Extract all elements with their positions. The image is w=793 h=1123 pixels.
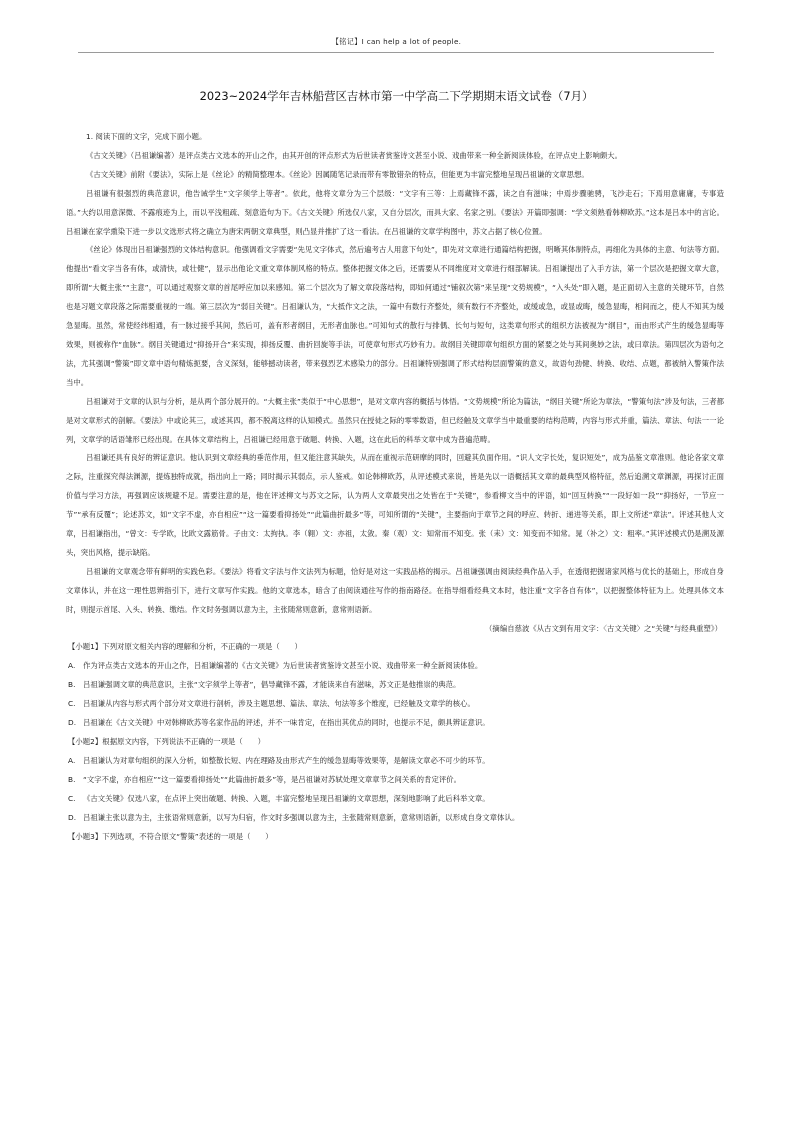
option-text: 作为评点类古文选本的开山之作，吕祖谦编著的《古文关键》为后世读者赏鉴诗文甚至小说、戏曲带来一种全新阅读体验。 — [83, 661, 483, 671]
option-text: 吕祖谦在《古文关键》中对韩柳欧苏等名家作品的评述，并不一味肯定，在指出其优点的同时，也提示不足，颇具辨证意识。 — [83, 718, 490, 728]
sub-question-1 — [66, 638, 724, 733]
answer-option-a[interactable] — [66, 657, 724, 676]
option-text: 吕祖谦认为对章句组织的深入分析，如整散长短、内在理路及由形式产生的缓急显晦等效果等，是解读文章必不可少的环节。 — [83, 755, 490, 765]
header-divider — [78, 52, 714, 53]
answer-option-b[interactable] — [66, 771, 724, 790]
answer-option-c[interactable] — [66, 695, 724, 714]
passage-paragraph: 吕祖谦的文章观念带有鲜明的实践色彩。《要法》将看文字法与作文法列为标题，恰好是对这一实践品格的揭示。吕祖谦强调由阅读经典作品入手，在透彻把握诸家风格与优长的基础上，形成自身文章体认，并在这一理性思辨指引下，进行文章写作实践。他的文章选本，暗含了由阅读通往写作的指南路径。在指导细看经典文本时，他注重“文字各自有体”，以把握整体特征为上。处理具体文本时，则提示首尾、入头、转换、缴结。作文时务强调以意为主，主张随常则意新，意常则语新。 — [66, 566, 724, 614]
sub-question-prompt: 【小题1】下列对原文相关内容的理解和分析，不正确的一项是（ ） — [68, 642, 302, 652]
question-content — [66, 128, 724, 846]
option-text: “文字不虚，亦自相应”“这一篇要看抑扬处”“此篇曲折最多”等，是吕祖谦对苏轼处理文章章节之间关系的肯定评价。 — [83, 774, 462, 784]
option-text: 吕祖谦从内容与形式两个部分对文章进行剖析，涉及主题思想、篇法、章法、句法等多个维度，已经触及文章学的核心。 — [83, 699, 475, 709]
option-letter: A. — [68, 661, 76, 671]
option-letter: C. — [68, 793, 76, 803]
passage-paragraph: 吕祖谦还具有良好的辨证意识。他认识到文章经典的垂范作用，但又能注意其缺失，从而在重视示范研摩的同时，回避其负面作用。“识人文字长处，复识短处”，成为品鉴文章准则。他论各家文章之际，注重探究得法渊源，提炼独特成就，指出向上一路；同时揭示其弱点，示人鉴戒。如论韩柳欧苏，从评述模式来说，皆是先以一语概括其文章的最典型风格特征，然后追溯文章渊源，再探讨正面价值与学习方法，再强调应该规避不足。需要注意的是，他在评述柳文与苏文之际，认为两人文章最突出之处皆在于“关键”，参看柳文当中的评语，如“回互转换”“一段好如一段”“抑扬好，一节应一节”“承有反覆”；论述苏文，如“文字不虚，亦自相应”“这一篇要看抑扬处”“此篇曲折最多”等，可知所谓的“关键”，主要指向于章节之间的呼应、转折、递进等关系，即上文所述“章法”。评述其他人文章，吕祖谦指出，“曾文：专学欧，比欧文露筋骨。子由文：太拘执。李（翱）文：亦祖，太敛。秦（观）文：知常而不知变。张（耒）文：知变而不知常。晁（补之）文：粗率。”其评述模式仍是溯及源头，突出风格，提示缺陷。 — [66, 453, 724, 557]
answer-option-d[interactable] — [66, 809, 724, 828]
page-title: 2023~2024学年吉林船营区吉林市第一中学高二下学期期末语文试卷（7月） — [199, 89, 594, 103]
answer-option-b[interactable] — [66, 676, 724, 695]
option-letter: A. — [68, 755, 76, 765]
passage-source: （摘编自慈波《从古文到有用文字：〈古文关键〉之“关键”与经典重塑》） — [485, 623, 722, 633]
question-lead: 1. 阅读下面的文字，完成下面小题。 — [86, 132, 207, 141]
option-letter: D. — [68, 812, 77, 822]
option-letter: C. — [68, 699, 76, 709]
answer-option-c[interactable] — [66, 790, 724, 809]
answer-option-a[interactable] — [66, 752, 724, 771]
sub-question-prompt: 【小题3】下列选项，不符合原文“警策”表述的一项是（ ） — [68, 831, 273, 841]
option-text: 吕祖谦强调文章的典范意识，主张“文字须学上等者”，倡导藏锋不露，才能读来自有滋味，苏文正是他推崇的典范。 — [83, 680, 461, 690]
option-letter: D. — [68, 718, 77, 728]
passage-paragraph: 吕祖谦有很强烈的典范意识，他告诫学生“文字须学上等者”。依此，他将文章分为三个层级：“文字有三等：上焉藏锋不露，读之自有滋味；中焉步骤驰骋，飞沙走石；下焉用意庸庸，专事造语。”大约以用意深微、不露痕迹为上，而以平浅粗疏、刻意造句为下。《古文关键》所选仅八家，又自分层次，而具大家、名家之别。《要法》开篇即强调：“学文须熟看韩柳欧苏。”这本是吕本中的言论。吕祖谦在家学熏染下进一步以文选形式将之确立为唐宋两朝文章典型，则凸显并推扩了这一看法。在吕祖谦的文章学构图中，苏文占据了核心位置。 — [66, 188, 724, 236]
passage-paragraph: 《丝论》体现出吕祖谦强烈的文体结构意识。他强调看文字需要“先见文字体式，然后遍考古人用意下句处”，即先对文章进行通篇结构把握，明晰其体制特点，再细化为具体的主意、句法等方面。他提出“看文字当各有体，或清快，或壮健”，显示出他论文重文章体制风格的特点。整体把握文体之后，还需要从不同维度对文章进行细部解读。吕祖谦提出了入手方法，第一个层次是把握文章大意，即所谓“大概主张”“主意”，可以通过观察文章的首尾呼应加以来感知。第二个层次为了解文章段落结构，即如何通过“铺叙次第”来呈现“文势规模”，“入头处”即入题，是正面切入主意的关键环节，自然也是习题文章段落之际需要重视的一端。第三层次为“弱目关键”。吕祖谦认为，“大抵作文之法，一篇中有数行齐整处，须有数行不齐整处，或缓或急，或显或晦，缓急显晦，相间而之，使人不知其为缓急显晦。虽然，常使经纬相通，有一脉过接乎其间，然后可，盖有形者纲目，无形者血脉也。”可知句式的散行与排偶、长句与短句，这类章句形式的组织方法被视为“纲目”，而由形式产生的缓急显晦等效果，则被称作“血脉”。纲目关键通过“抑扬开合”来实现，抑扬反覆、曲折回旋等手法，可使章句形式巧妙有力。故纲目关键即章句组织方面的紧要之处与其间奥妙之法，或曰章法。第四层次为语句之法，尤其强调“警策”即文章中语句精炼扼要，含义深刻，能够撼动读者，带来强烈艺术感染力的部分。吕祖谦特别强调了形式结构层面警策的意义，故语句劲健、转换、收结、点题，都被纳入警策作法当中。 — [66, 245, 724, 387]
option-text: 《古文关键》仅选八家，在点评上突出破题、转换、入题，丰富完整地呈现吕祖谦的文章思想，深刻地影响了此后科举文章。 — [83, 793, 490, 803]
sub-question-prompt: 【小题2】根据原文内容，下列说法不正确的一项是（ ） — [68, 737, 265, 746]
sub-question-2 — [66, 733, 724, 828]
answer-option-d[interactable] — [66, 714, 724, 733]
header-note: 【铭记】I can help a lot of people. — [331, 37, 462, 46]
passage-paragraph: 《古文关键》（吕祖谦编著）是评点类古文选本的开山之作，由其开创的评点形式为后世读者赏鉴诗文甚至小说、戏曲带来一种全新阅读体验，在评点史上影响颇大。 — [86, 150, 623, 160]
passage-paragraph: 吕祖谦对于文章的认识与分析，是从两个部分展开的。“大概主张”类似于“中心思想”，是对文章内容的概括与体悟。“文势规模”所论为篇法，“纲目关键”所论为章法，“警策句法”涉及句法，三者都是对文章形式的剖解。《要法》中或论其三，或述其四，都不脱离这样的认知模式。虽然只在授徒之际的零零数语，但已经触及文章学当中最重要的结构范畴，内容与形式并重，篇法、章法、句法一一论列，文章学的话语雏形已经出现。在具体文章结构上，吕祖谦已经用意于破题、转换、入题，这在此后的科举文章中成为普遍范畴。 — [66, 396, 724, 444]
sub-question-3 — [66, 828, 724, 847]
option-letter: B. — [68, 680, 76, 690]
option-text: 吕祖谦主张以意为主，主张语常则意新，以写为归宿，作文时多强调以意为主，主张随常则意新，意常则语新，以形成自身文章体认。 — [83, 812, 520, 822]
option-letter: B. — [68, 774, 76, 784]
passage-paragraph: 《古文关键》前附《要法》，实际上是《丝论》的精简整理本。《丝论》因属随笔记录而带有零散错杂的特点，但能更为丰富完整地呈现吕祖谦的文章思想。 — [86, 169, 589, 179]
